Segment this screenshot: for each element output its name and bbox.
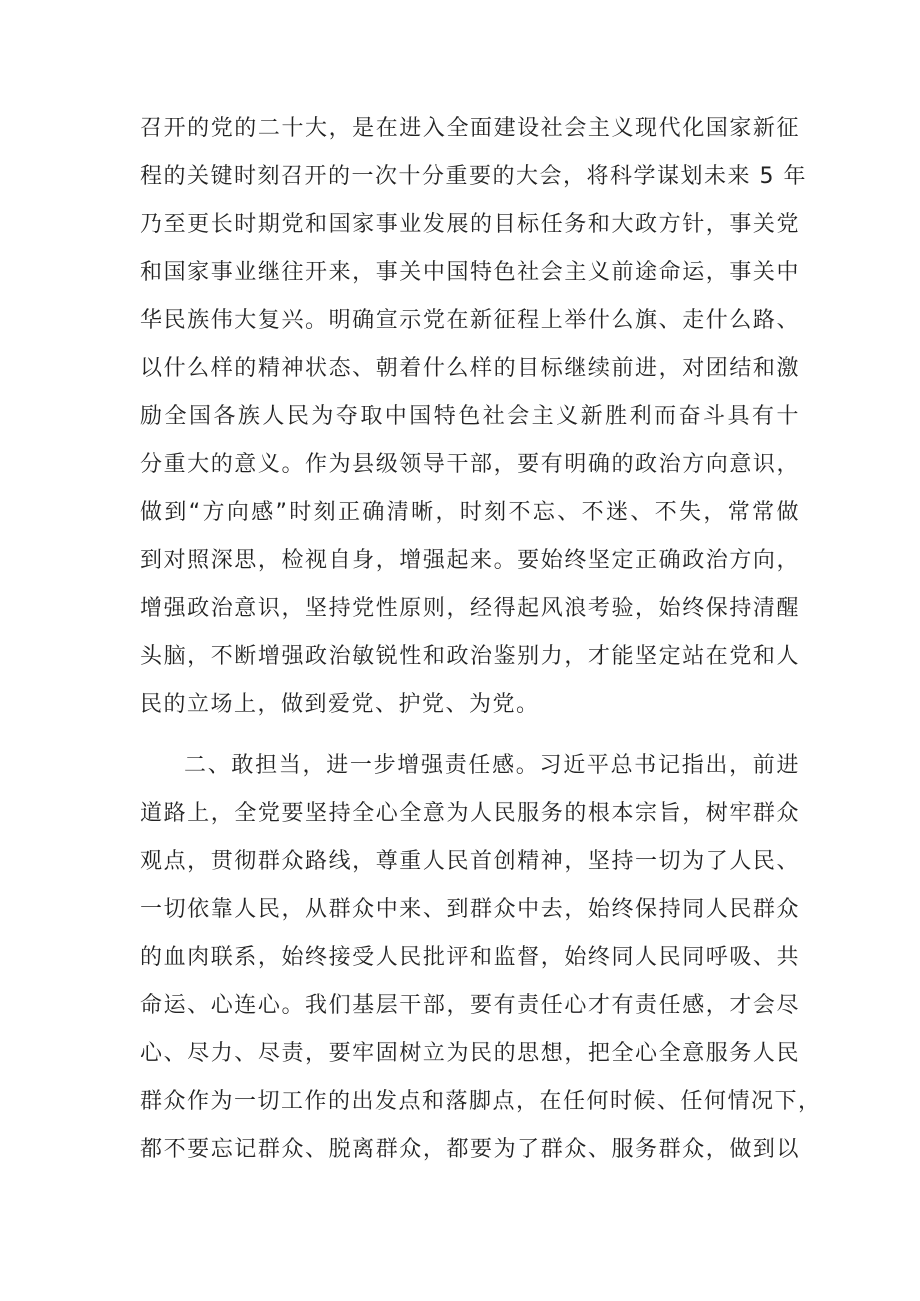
paragraph-2 (140, 742, 822, 1174)
paragraph-line: 一切依靠人民，从群众中来、到群众中去，始终保持同人民群众 (140, 897, 800, 922)
paragraph-line: 增强政治意识，坚持党性原则，经得起风浪考验，始终保持清醒 (140, 596, 800, 621)
paragraph-line: 分重大的意义。作为县级领导干部，要有明确的政治方向意识， (140, 452, 800, 477)
paragraph-line: 群众作为一切工作的出发点和落脚点，在任何时候、任何情况下， (140, 1089, 822, 1114)
paragraph-line: 召开的党的二十大，是在进入全面建设社会主义现代化国家新征 (140, 116, 800, 141)
paragraph-line: 到对照深思，检视自身，增强起来。要始终坚定正确政治方向， (140, 548, 800, 573)
paragraph-line: 观点，贯彻群众路线，尊重人民首创精神，坚持一切为了人民、 (140, 849, 800, 874)
paragraph-line: 民的立场上，做到爱党、护党、为党。 (140, 692, 540, 717)
paragraph-line: 乃至更长时期党和国家事业发展的目标任务和大政方针，事关党 (140, 212, 800, 237)
paragraph-line: 心、尽力、尽责，要牢固树立为民的思想，把全心全意服务人民 (140, 1041, 800, 1066)
paragraph-line: 以什么样的精神状态、朝着什么样的目标继续前进，对团结和激 (140, 356, 800, 381)
paragraph-line: 都不要忘记群众、脱离群众，都要为了群众、服务群众，做到以 (140, 1137, 800, 1162)
paragraph-line: 二、敢担当，进一步增强责任感。习近平总书记指出，前进 (184, 753, 800, 778)
paragraph-line: 道路上，全党要坚持全心全意为人民服务的根本宗旨，树牢群众 (140, 801, 800, 826)
paragraph-line: 和国家事业继往开来，事关中国特色社会主义前途命运，事关中 (140, 260, 800, 285)
paragraph-line: 做到“方向感”时刻正确清晰，时刻不忘、不迷、不失，常常做 (140, 500, 800, 525)
paragraph-line: 程的关键时刻召开的一次十分重要的大会，将科学谋划未来 5 年 (140, 164, 807, 189)
paragraph-1 (140, 105, 807, 729)
paragraph-line: 华民族伟大复兴。明确宣示党在新征程上举什么旗、走什么路、 (140, 308, 800, 333)
paragraph-line: 命运、心连心。我们基层干部，要有责任心才有责任感，才会尽 (140, 993, 800, 1018)
paragraph-line: 的血肉联系，始终接受人民批评和监督，始终同人民同呼吸、共 (140, 945, 800, 970)
paragraph-line: 头脑，不断增强政治敏锐性和政治鉴别力，才能坚定站在党和人 (140, 644, 800, 669)
paragraph-line: 励全国各族人民为夺取中国特色社会主义新胜利而奋斗具有十 (140, 404, 800, 429)
